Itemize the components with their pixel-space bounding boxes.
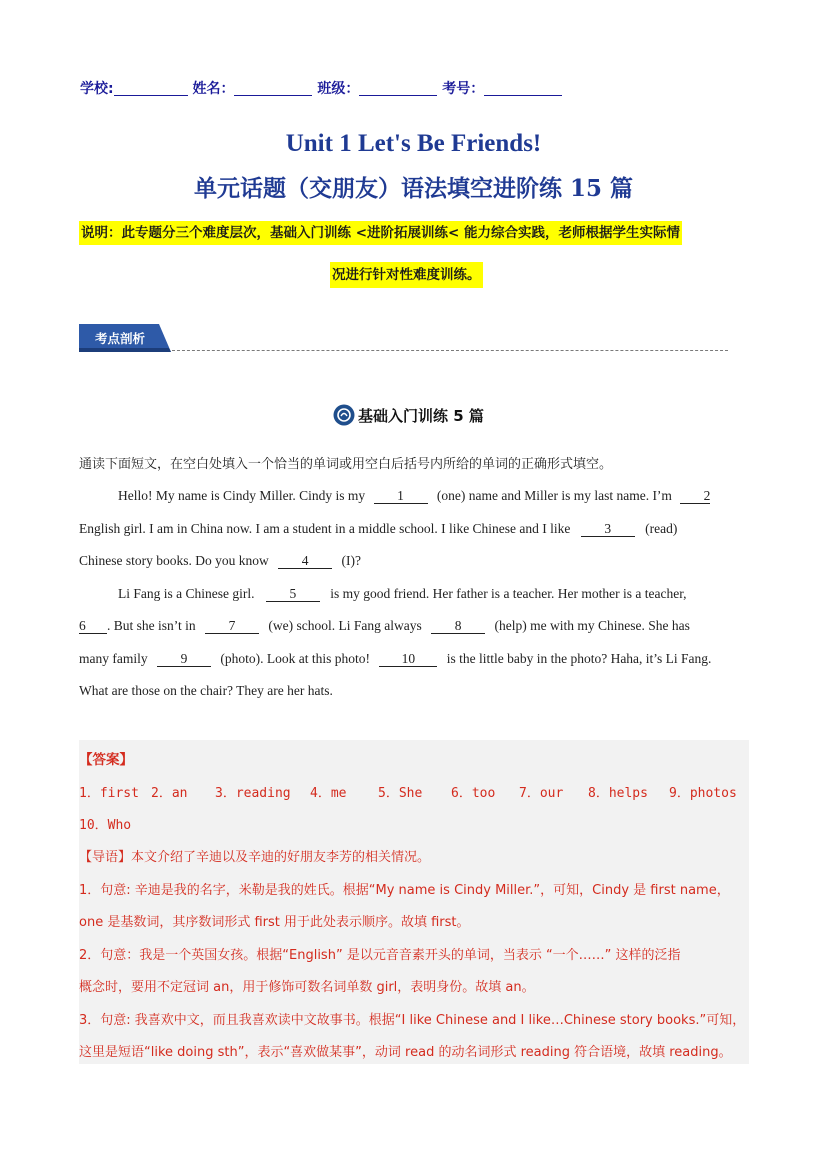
explanation-3b: 这里是短语“like doing sth”，表示“喜欢做某事”，动词 read 的动名词形式 reading 符合语境，故填 reading。 [79, 1045, 732, 1060]
answer-item: 6．too [451, 786, 496, 801]
passage-line-4 [118, 586, 687, 602]
blank-2[interactable]: 2 [680, 489, 710, 504]
passage-text: is the little baby in the photo? Haha, it’s Li Fang. [446, 651, 712, 666]
school-label: 学校: [80, 81, 114, 97]
explanation-2a: 2．句意：我是一个英国女孩。根据“English” 是以元音音素开头的单词，当表示 “一个……” 这样的泛指 [79, 948, 681, 963]
answer-heading: 【答案】 [79, 752, 133, 768]
passage-text: Li Fang is a Chinese girl. [118, 586, 255, 601]
blank-9[interactable]: 9 [157, 652, 211, 667]
explanation-2b: 概念时，要用不定冠词 an，用于修饰可数名词单数 girl，表明身份。故填 an。 [79, 980, 535, 995]
name-blank[interactable] [234, 81, 312, 96]
blank-7[interactable]: 7 [205, 619, 259, 634]
answer-item: 8．helps [588, 786, 648, 801]
passage-line-7: What are those on the chair? They are her hats. [79, 683, 333, 698]
name-label: 姓名： [192, 81, 235, 97]
blank-3[interactable]: 3 [581, 522, 635, 537]
passage-text: (one) name and Miller is my last name. I’m [436, 488, 672, 503]
exam-no-blank[interactable] [484, 81, 562, 96]
explanation-1a: 1．句意: 辛迪是我的名字，米勒是我的姓氏。根据“My name is Cindy Miller.”，可知，Cindy 是 first name， [79, 883, 730, 898]
answer-item: 5．She [378, 786, 423, 801]
passage-text: (help) me with my Chinese. She has [494, 618, 690, 633]
answer-item: 9．photos [669, 786, 737, 801]
note-line-2: 况进行针对性难度训练。 [330, 262, 483, 288]
guide-text: 【导语】本文介绍了辛迪以及辛迪的好朋友李芳的相关情况。 [79, 850, 431, 865]
passage-text: is my good friend. Her father is a teacher. Her mother is a teacher, [330, 586, 687, 601]
explanation-1b: one 是基数词，其序数词形式 first 用于此处表示顺序。故填 first。 [79, 915, 470, 930]
class-blank[interactable] [359, 81, 437, 96]
blank-10[interactable]: 10 [379, 652, 437, 667]
student-info-line [80, 78, 680, 98]
passage-line-1 [118, 488, 710, 504]
title-english: Unit 1 Let's Be Friends! [285, 130, 542, 157]
passage-text: (photo). Look at this photo! [220, 651, 370, 666]
note-line-1: 说明：此专题分三个难度层次，基础入门训练 <进阶拓展训练< 能力综合实践，老师根据学生实际情 [79, 221, 682, 245]
answer-item: 4．me [310, 786, 347, 801]
exam-no-label: 考号： [442, 81, 485, 97]
section-title: 基础入门训练 5 篇 [358, 407, 484, 425]
answer-item: 10．Who [79, 818, 132, 833]
passage-text: English girl. I am in China now. I am a student in a middle school. I like Chinese and I like [79, 521, 571, 536]
passage-text: (I)? [341, 553, 361, 568]
passage-line-3 [79, 553, 361, 569]
passage-line-2 [79, 521, 677, 537]
passage-line-5 [79, 618, 690, 634]
passage-text: . But she isn’t in [107, 618, 196, 633]
answer-item: 2．an [151, 786, 188, 801]
passage-text: Hello! My name is Cindy Miller. Cindy is my [118, 488, 366, 503]
blank-5[interactable]: 5 [266, 587, 320, 602]
section-tab-label: 考点剖析 [95, 331, 146, 346]
passage-text: (read) [645, 521, 678, 536]
answer-item: 1．first [79, 786, 139, 801]
passage-text: many family [79, 651, 148, 666]
explanation-3a: 3．句意: 我喜欢中文，而且我喜欢读中文故事书。根据“I like Chinese and I like…Chinese story books.”可知， [79, 1013, 746, 1028]
answer-item: 7．our [519, 786, 564, 801]
title-chinese: 单元话题（交朋友）语法填空进阶练 15 篇 [193, 175, 634, 202]
answer-item: 3．reading [215, 786, 291, 801]
passage-text: Chinese story books. Do you know [79, 553, 269, 568]
school-blank[interactable] [114, 81, 188, 96]
blank-1[interactable]: 1 [374, 489, 428, 504]
blank-6[interactable]: 6 [79, 619, 107, 634]
section-tab [79, 324, 171, 352]
blank-4[interactable]: 4 [278, 554, 332, 569]
answer-list [79, 782, 737, 801]
blank-8[interactable]: 8 [431, 619, 485, 634]
passage-line-6 [79, 651, 711, 667]
class-label: 班级： [317, 81, 360, 97]
section-divider [172, 350, 728, 351]
passage-text: (we) school. Li Fang always [268, 618, 422, 633]
instruction-text: 通读下面短文，在空白处填入一个恰当的单词或用空白后括号内所给的单词的正确形式填空。 [79, 457, 613, 472]
section-badge-icon [333, 404, 355, 426]
